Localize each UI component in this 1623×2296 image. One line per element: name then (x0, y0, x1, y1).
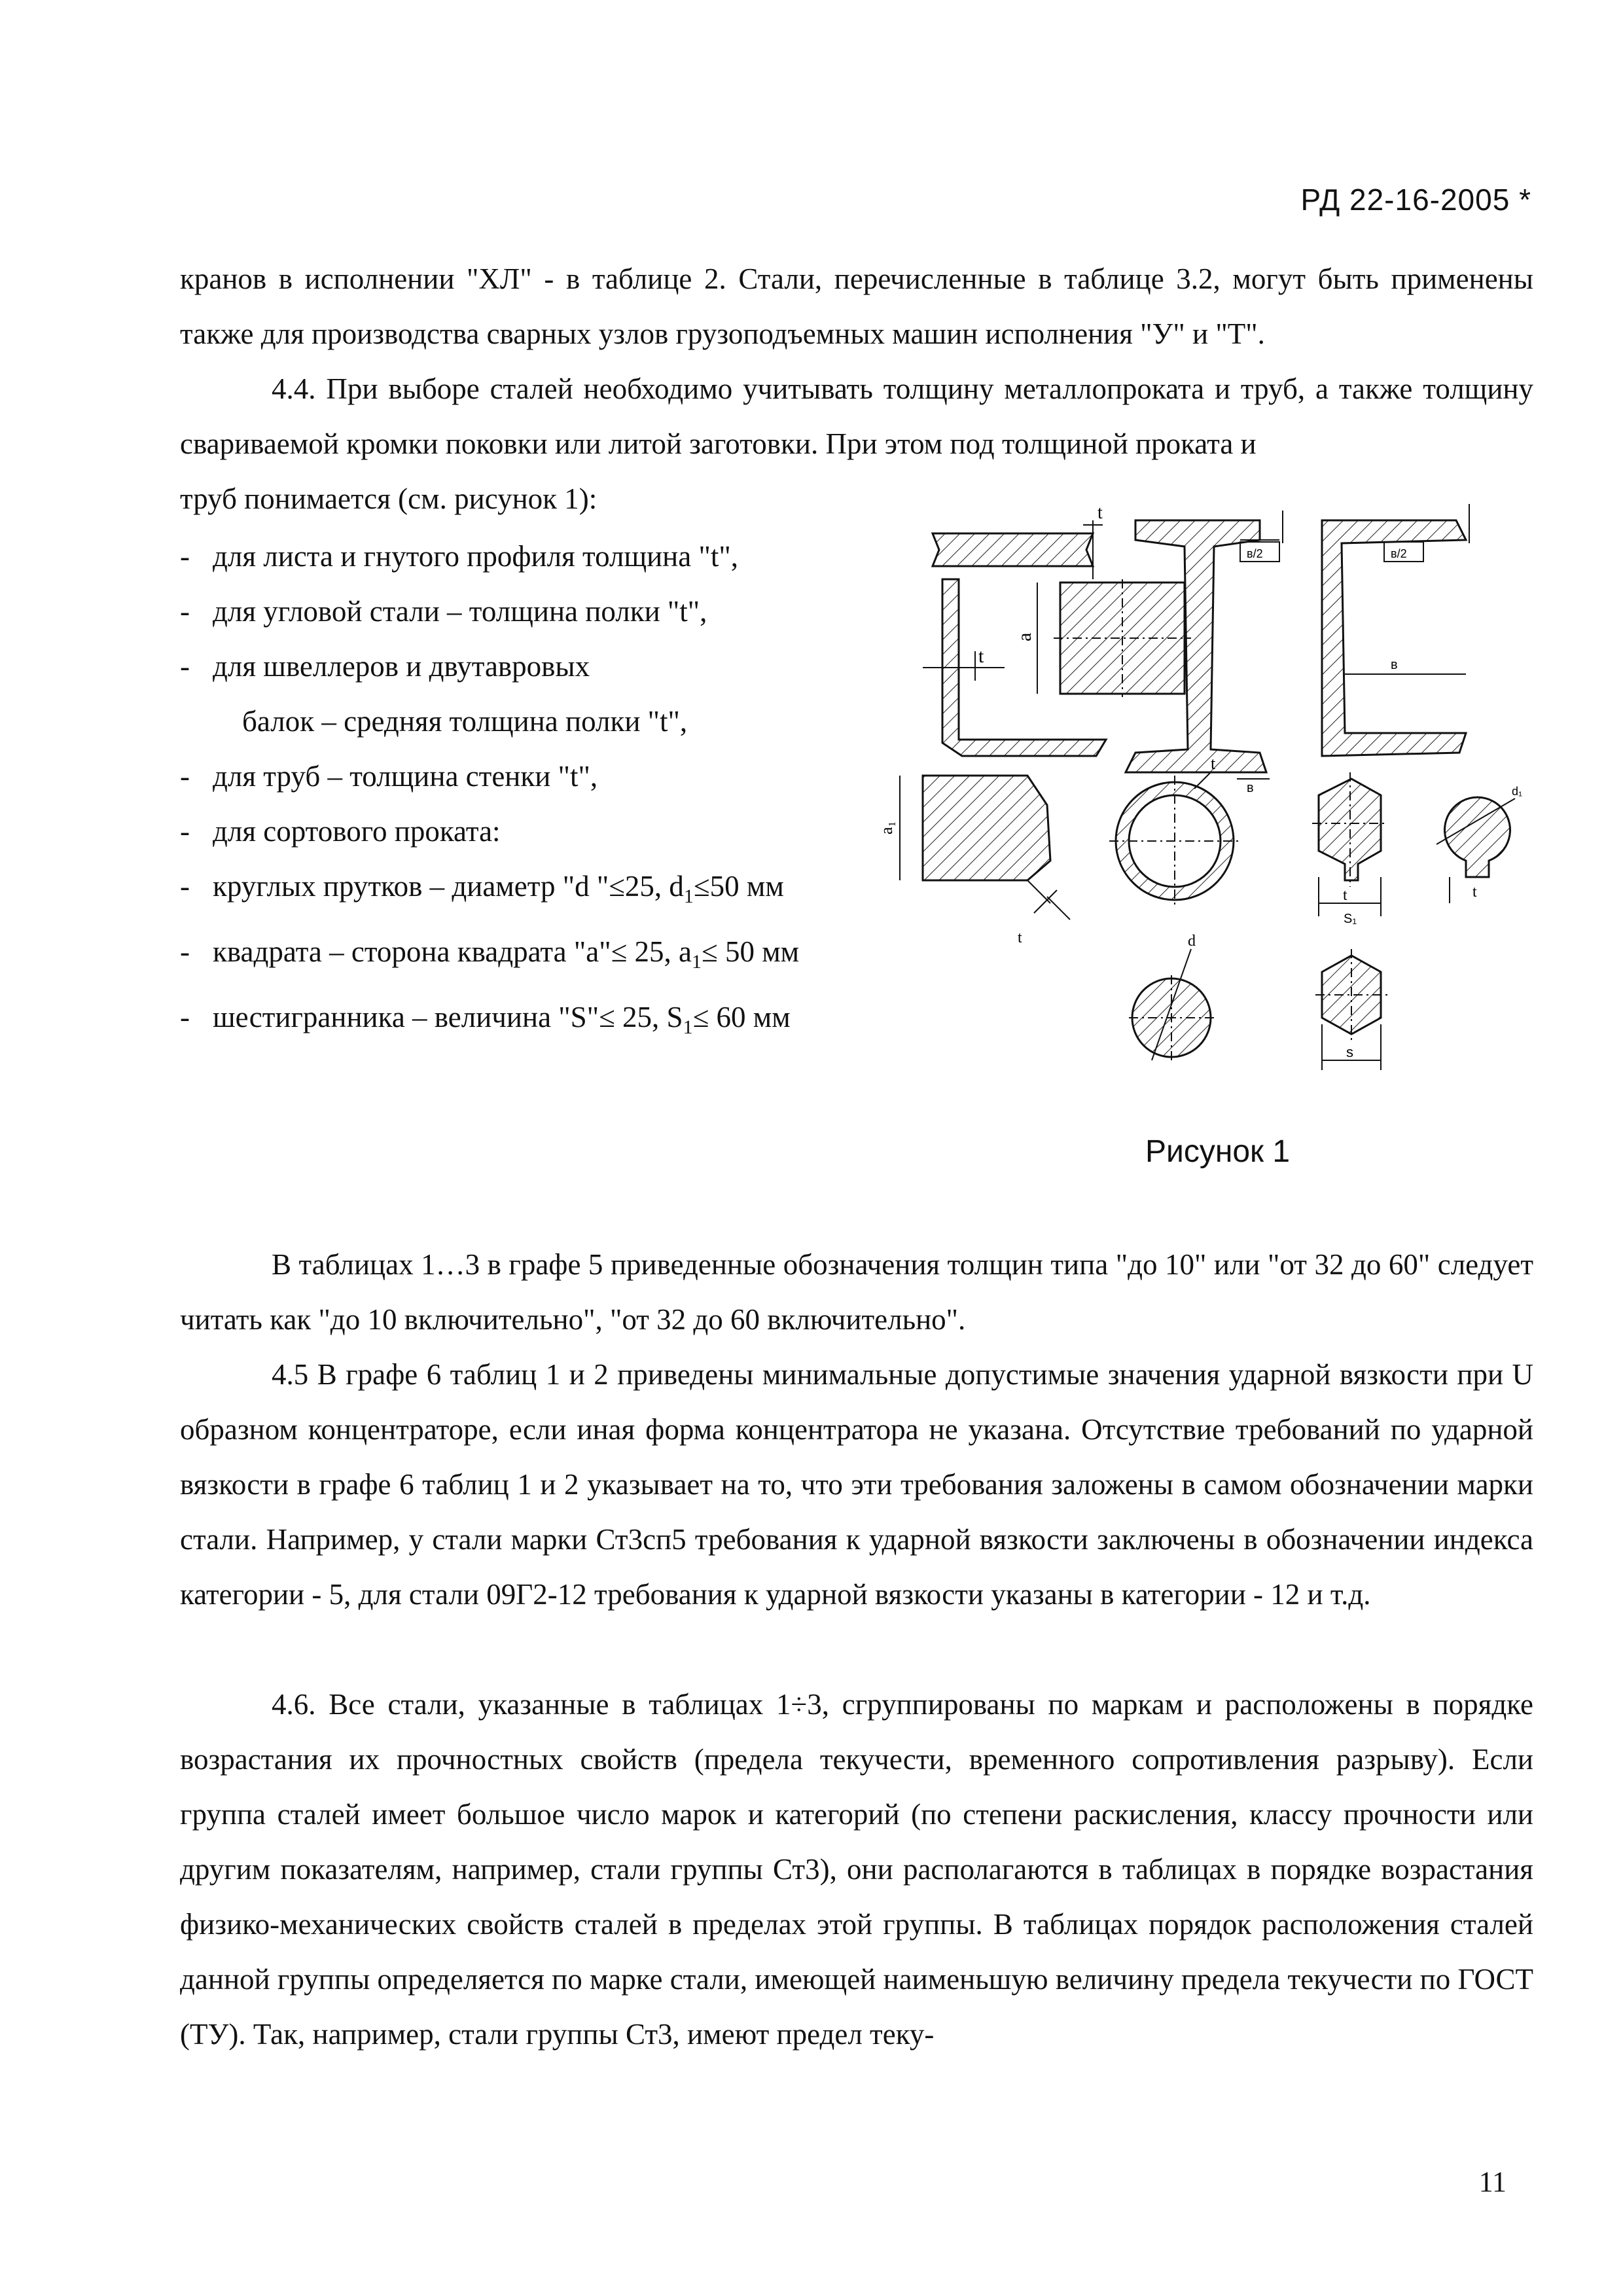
list-dash: - (180, 540, 190, 573)
list-dash: - (180, 815, 190, 848)
forging-edge-profile (877, 776, 1070, 946)
round-neck-profile (1436, 785, 1522, 903)
label-b-half: в/2 (1391, 547, 1407, 560)
label-d: d (1188, 933, 1196, 950)
label-t: t (1472, 884, 1477, 901)
subscript: 1 (683, 1016, 693, 1038)
paragraph-text: 4.6. Все стали, указанные в таблицах 1÷3, сгруппированы по маркам и расположены в порядке возрастания их прочностных свойств (предела текучести, временного сопротивления разрыву). Если группа сталей имеет большое число марок и категорий (по степени раскисления, классу прочности или другим показателям, например, стали группы Ст3), они располагаются в таблицах в порядке возрастания физико-механических свойств сталей в пределах этой группы. В таблицах порядок расположения сталей данной группы определяется по марке стали, имеющей наименьшую величину предела текучести по ГОСТ (ТУ). Так, например, стали группы Ст3, имеют предел теку- (180, 1688, 1533, 2051)
paragraph-text: кранов в исполнении "ХЛ" - в таблице 2. Стали, перечисленные в таблице 3.2, могут быть применены также для производства сварных узлов грузоподъемных машин исполнения "У" и "Т". (180, 262, 1533, 350)
list-item-text: балок – средняя толщина полки "t", (242, 705, 688, 738)
list-item-text: ≤ 60 мм (692, 1001, 791, 1033)
paragraph-4-5 (180, 1347, 1533, 1622)
list-item (180, 584, 799, 639)
document-code: РД 22-16-2005 * (1300, 183, 1531, 217)
label-s: s (1346, 1044, 1353, 1060)
square-bar-profile (1014, 579, 1191, 697)
round-bar-profile (1129, 933, 1214, 1060)
list-item-text: ≤50 мм (693, 870, 784, 903)
list-dash: - (180, 1001, 190, 1033)
label-t: t (978, 645, 984, 667)
paragraph-text: 4.4. При выборе сталей необходимо учитывать толщину металлопроката и труб, а также толщину свариваемой кромки поковки или литой заготовки. При этом под толщиной проката и (180, 372, 1533, 460)
list-item-text: для листа и гнутого профиля толщина "t", (213, 540, 738, 573)
list-item-continuation (180, 694, 799, 749)
list-item (180, 804, 799, 859)
figure-caption: Рисунок 1 (1145, 1134, 1291, 1169)
label-t: t (1018, 929, 1022, 946)
list-item-text: для швеллеров и двутавровых (213, 650, 590, 683)
list-item-text: квадрата – сторона квадрата "a"≤ 25, a (213, 935, 692, 968)
label-t: t (1097, 503, 1103, 523)
list-item (180, 749, 799, 804)
list-item (180, 990, 799, 1055)
list-item (180, 924, 799, 990)
paragraph-4-4 (180, 361, 1533, 471)
label-a: a (1014, 632, 1035, 641)
subscript: 1 (692, 951, 702, 973)
hex-neck-profile (1312, 772, 1387, 926)
list-dash: - (180, 595, 190, 628)
page-number: 11 (1478, 2166, 1507, 2198)
paragraph-text: В таблицах 1…3 в графе 5 приведенные обозначения толщин типа "до 10" или "от 32 до 60" следует читать как "до 10 включительно", "от 32 до 60 включительно". (180, 1248, 1533, 1336)
sheet-profile (933, 503, 1103, 579)
list-item-text: круглых прутков – диаметр "d "≤25, d (213, 870, 684, 903)
list-item (180, 639, 799, 694)
subscript: 1 (683, 886, 694, 907)
list-item (180, 859, 799, 924)
list-dash: - (180, 760, 190, 793)
label-d1: d₁ (1512, 785, 1523, 798)
list-item-text: ≤ 50 мм (702, 935, 800, 968)
list-dash: - (180, 935, 190, 968)
list-item-text: для угловой стали – толщина полки "t", (213, 595, 707, 628)
label-b: в (1247, 781, 1254, 795)
hexagon-bar-profile (1315, 949, 1387, 1070)
label-t: t (1343, 887, 1347, 904)
thickness-definition-list (180, 529, 799, 1055)
channel-profile (1322, 504, 1469, 756)
label-b: в (1391, 658, 1398, 672)
label-a1: a₁ (877, 821, 896, 834)
label-s1: S₁ (1344, 912, 1357, 926)
figure-profiles-diagram (861, 484, 1554, 1139)
list-item (180, 529, 799, 584)
pipe-profile (1109, 754, 1240, 906)
list-item-text: для сортового проката: (213, 815, 501, 848)
list-dash: - (180, 650, 190, 683)
list-dash: - (180, 870, 190, 903)
paragraph-tables-note (180, 1237, 1533, 1347)
label-t: t (1211, 754, 1216, 773)
list-item-text: для труб – толщина стенки "t", (213, 760, 598, 793)
list-item-text: шестигранника – величина "S"≤ 25, S (213, 1001, 683, 1033)
paragraph-text: 4.5 В графе 6 таблиц 1 и 2 приведены минимальные допустимые значения ударной вязкости при U образном концентраторе, если иная форма концентратора не указана. Отсутствие требований по ударной вязкости в графе 6 таблиц 1 и 2 указывает на то, что эти требования заложены в самом обозначении марки стали. Например, у стали марки Ст3сп5 требования к ударной вязкости заключены в обозначении индекса категории - 5, для стали 09Г2-12 требования к ударной вязкости указаны в категории - 12 и т.д. (180, 1358, 1533, 1611)
paragraph-4-4-cont (180, 471, 874, 526)
label-b-half: в/2 (1247, 547, 1263, 560)
paragraph-text: труб понимается (см. рисунок 1): (180, 482, 597, 515)
paragraph-4-6 (180, 1677, 1533, 2062)
paragraph-cranes-xl (180, 251, 1533, 361)
